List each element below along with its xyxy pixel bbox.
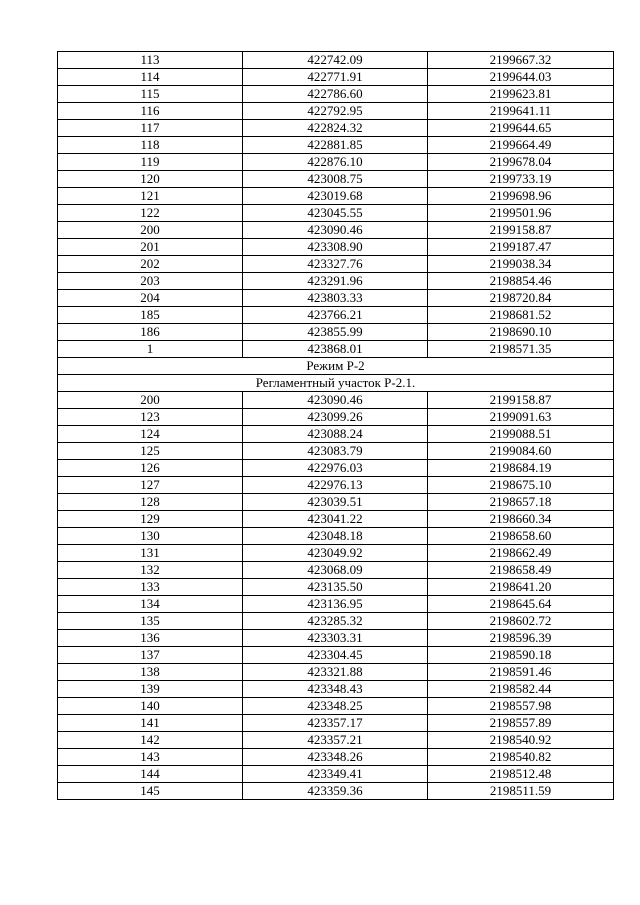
point-number-cell: 121 (58, 188, 243, 205)
point-number-cell: 116 (58, 103, 243, 120)
y-coordinate-cell: 2198591.46 (428, 664, 614, 681)
table-row (58, 256, 614, 273)
table-row (58, 307, 614, 324)
y-coordinate-cell: 2199641.11 (428, 103, 614, 120)
table-row (58, 426, 614, 443)
y-coordinate-cell: 2199644.03 (428, 69, 614, 86)
x-coordinate-cell: 423285.32 (243, 613, 428, 630)
y-coordinate-cell: 2199158.87 (428, 222, 614, 239)
point-number-cell: 134 (58, 596, 243, 613)
table-row (58, 664, 614, 681)
y-coordinate-cell: 2198660.34 (428, 511, 614, 528)
y-coordinate-cell: 2199698.96 (428, 188, 614, 205)
point-number-cell: 136 (58, 630, 243, 647)
plot-heading: Регламентный участок Р-2.1. (58, 375, 614, 392)
plot-heading-row (58, 375, 614, 392)
table-row (58, 715, 614, 732)
coordinates-table (57, 51, 614, 800)
point-number-cell: 200 (58, 392, 243, 409)
x-coordinate-cell: 422742.09 (243, 52, 428, 69)
point-number-cell: 125 (58, 443, 243, 460)
table-row (58, 120, 614, 137)
table-row (58, 103, 614, 120)
point-number-cell: 138 (58, 664, 243, 681)
y-coordinate-cell: 2198662.49 (428, 545, 614, 562)
table-row (58, 630, 614, 647)
point-number-cell: 1 (58, 341, 243, 358)
point-number-cell: 143 (58, 749, 243, 766)
x-coordinate-cell: 423327.76 (243, 256, 428, 273)
point-number-cell: 119 (58, 154, 243, 171)
mode-heading-row (58, 358, 614, 375)
y-coordinate-cell: 2198590.18 (428, 647, 614, 664)
y-coordinate-cell: 2199644.65 (428, 120, 614, 137)
point-number-cell: 132 (58, 562, 243, 579)
x-coordinate-cell: 422792.95 (243, 103, 428, 120)
y-coordinate-cell: 2198658.49 (428, 562, 614, 579)
x-coordinate-cell: 423803.33 (243, 290, 428, 307)
y-coordinate-cell: 2198511.59 (428, 783, 614, 800)
point-number-cell: 118 (58, 137, 243, 154)
y-coordinate-cell: 2198596.39 (428, 630, 614, 647)
x-coordinate-cell: 423348.43 (243, 681, 428, 698)
point-number-cell: 126 (58, 460, 243, 477)
x-coordinate-cell: 423357.17 (243, 715, 428, 732)
point-number-cell: 200 (58, 222, 243, 239)
table-row (58, 443, 614, 460)
y-coordinate-cell: 2199091.63 (428, 409, 614, 426)
y-coordinate-cell: 2198657.18 (428, 494, 614, 511)
point-number-cell: 140 (58, 698, 243, 715)
x-coordinate-cell: 423136.95 (243, 596, 428, 613)
table-row (58, 647, 614, 664)
y-coordinate-cell: 2199733.19 (428, 171, 614, 188)
table-row (58, 222, 614, 239)
table-row (58, 766, 614, 783)
table-row (58, 409, 614, 426)
point-number-cell: 142 (58, 732, 243, 749)
point-number-cell: 203 (58, 273, 243, 290)
point-number-cell: 186 (58, 324, 243, 341)
table-row (58, 698, 614, 715)
point-number-cell: 201 (58, 239, 243, 256)
x-coordinate-cell: 423321.88 (243, 664, 428, 681)
y-coordinate-cell: 2198720.84 (428, 290, 614, 307)
table-row (58, 273, 614, 290)
x-coordinate-cell: 423359.36 (243, 783, 428, 800)
x-coordinate-cell: 423348.26 (243, 749, 428, 766)
table-row (58, 579, 614, 596)
x-coordinate-cell: 422771.91 (243, 69, 428, 86)
x-coordinate-cell: 423304.45 (243, 647, 428, 664)
table-row (58, 528, 614, 545)
point-number-cell: 117 (58, 120, 243, 137)
point-number-cell: 128 (58, 494, 243, 511)
point-number-cell: 130 (58, 528, 243, 545)
x-coordinate-cell: 423090.46 (243, 392, 428, 409)
table-row (58, 477, 614, 494)
x-coordinate-cell: 422976.13 (243, 477, 428, 494)
y-coordinate-cell: 2198557.89 (428, 715, 614, 732)
x-coordinate-cell: 423039.51 (243, 494, 428, 511)
point-number-cell: 202 (58, 256, 243, 273)
point-number-cell: 145 (58, 783, 243, 800)
y-coordinate-cell: 2198571.35 (428, 341, 614, 358)
x-coordinate-cell: 422824.32 (243, 120, 428, 137)
point-number-cell: 120 (58, 171, 243, 188)
point-number-cell: 115 (58, 86, 243, 103)
mode-heading: Режим Р-2 (58, 358, 614, 375)
point-number-cell: 114 (58, 69, 243, 86)
x-coordinate-cell: 423357.21 (243, 732, 428, 749)
point-number-cell: 113 (58, 52, 243, 69)
x-coordinate-cell: 423868.01 (243, 341, 428, 358)
point-number-cell: 139 (58, 681, 243, 698)
x-coordinate-cell: 423099.26 (243, 409, 428, 426)
y-coordinate-cell: 2198582.44 (428, 681, 614, 698)
point-number-cell: 144 (58, 766, 243, 783)
point-number-cell: 137 (58, 647, 243, 664)
point-number-cell: 185 (58, 307, 243, 324)
table-row (58, 596, 614, 613)
x-coordinate-cell: 423348.25 (243, 698, 428, 715)
x-coordinate-cell: 423291.96 (243, 273, 428, 290)
x-coordinate-cell: 423349.41 (243, 766, 428, 783)
x-coordinate-cell: 423048.18 (243, 528, 428, 545)
point-number-cell: 129 (58, 511, 243, 528)
table-row (58, 188, 614, 205)
table-row (58, 749, 614, 766)
table-row (58, 137, 614, 154)
table-row (58, 783, 614, 800)
x-coordinate-cell: 422976.03 (243, 460, 428, 477)
point-number-cell: 141 (58, 715, 243, 732)
table-row (58, 154, 614, 171)
y-coordinate-cell: 2199623.81 (428, 86, 614, 103)
table-row (58, 460, 614, 477)
x-coordinate-cell: 423090.46 (243, 222, 428, 239)
point-number-cell: 123 (58, 409, 243, 426)
point-number-cell: 135 (58, 613, 243, 630)
y-coordinate-cell: 2198684.19 (428, 460, 614, 477)
x-coordinate-cell: 422881.85 (243, 137, 428, 154)
x-coordinate-cell: 422876.10 (243, 154, 428, 171)
table-row (58, 562, 614, 579)
y-coordinate-cell: 2198658.60 (428, 528, 614, 545)
point-number-cell: 124 (58, 426, 243, 443)
y-coordinate-cell: 2199084.60 (428, 443, 614, 460)
y-coordinate-cell: 2199038.34 (428, 256, 614, 273)
x-coordinate-cell: 423049.92 (243, 545, 428, 562)
table-row (58, 341, 614, 358)
y-coordinate-cell: 2199158.87 (428, 392, 614, 409)
x-coordinate-cell: 423855.99 (243, 324, 428, 341)
x-coordinate-cell: 423019.68 (243, 188, 428, 205)
table-row (58, 52, 614, 69)
point-number-cell: 133 (58, 579, 243, 596)
x-coordinate-cell: 423068.09 (243, 562, 428, 579)
x-coordinate-cell: 423045.55 (243, 205, 428, 222)
table-row (58, 205, 614, 222)
point-number-cell: 131 (58, 545, 243, 562)
table-row (58, 86, 614, 103)
x-coordinate-cell: 423766.21 (243, 307, 428, 324)
x-coordinate-cell: 423088.24 (243, 426, 428, 443)
table-row (58, 290, 614, 307)
table-row (58, 494, 614, 511)
x-coordinate-cell: 423008.75 (243, 171, 428, 188)
y-coordinate-cell: 2199088.51 (428, 426, 614, 443)
x-coordinate-cell: 423041.22 (243, 511, 428, 528)
y-coordinate-cell: 2198540.92 (428, 732, 614, 749)
y-coordinate-cell: 2198641.20 (428, 579, 614, 596)
table-row (58, 511, 614, 528)
y-coordinate-cell: 2198602.72 (428, 613, 614, 630)
y-coordinate-cell: 2198681.52 (428, 307, 614, 324)
y-coordinate-cell: 2199678.04 (428, 154, 614, 171)
coordinates-table-body (58, 52, 614, 800)
table-row (58, 732, 614, 749)
x-coordinate-cell: 423308.90 (243, 239, 428, 256)
table-row (58, 392, 614, 409)
y-coordinate-cell: 2199667.32 (428, 52, 614, 69)
y-coordinate-cell: 2198540.82 (428, 749, 614, 766)
x-coordinate-cell: 423135.50 (243, 579, 428, 596)
y-coordinate-cell: 2198557.98 (428, 698, 614, 715)
y-coordinate-cell: 2198512.48 (428, 766, 614, 783)
y-coordinate-cell: 2199664.49 (428, 137, 614, 154)
y-coordinate-cell: 2198645.64 (428, 596, 614, 613)
point-number-cell: 127 (58, 477, 243, 494)
point-number-cell: 204 (58, 290, 243, 307)
point-number-cell: 122 (58, 205, 243, 222)
table-row (58, 613, 614, 630)
table-row (58, 681, 614, 698)
x-coordinate-cell: 423303.31 (243, 630, 428, 647)
y-coordinate-cell: 2199187.47 (428, 239, 614, 256)
table-row (58, 239, 614, 256)
y-coordinate-cell: 2199501.96 (428, 205, 614, 222)
y-coordinate-cell: 2198854.46 (428, 273, 614, 290)
y-coordinate-cell: 2198675.10 (428, 477, 614, 494)
x-coordinate-cell: 423083.79 (243, 443, 428, 460)
y-coordinate-cell: 2198690.10 (428, 324, 614, 341)
table-row (58, 171, 614, 188)
x-coordinate-cell: 422786.60 (243, 86, 428, 103)
table-row (58, 545, 614, 562)
table-row (58, 69, 614, 86)
table-row (58, 324, 614, 341)
